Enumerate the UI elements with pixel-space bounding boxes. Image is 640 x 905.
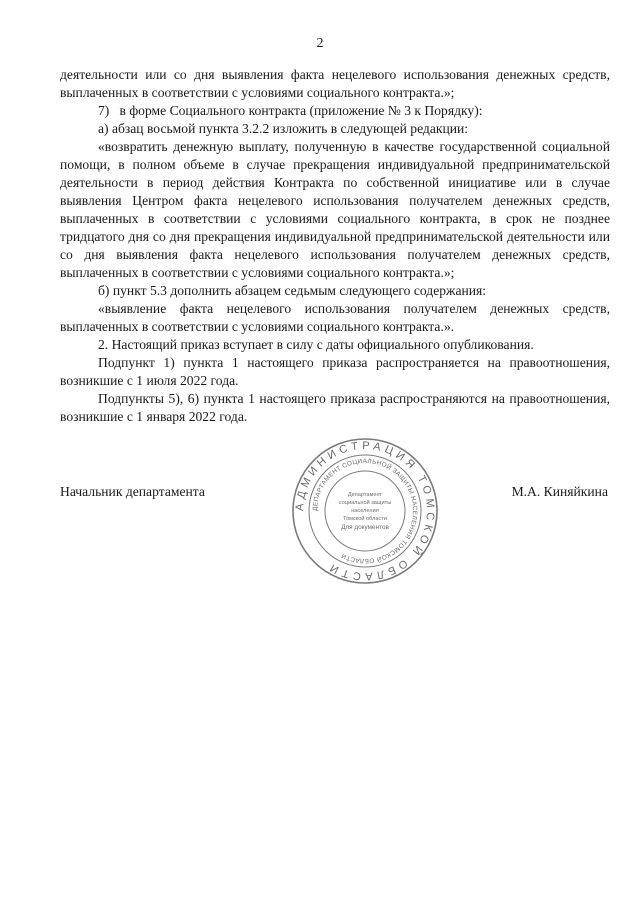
official-stamp [290, 436, 440, 586]
document-body [60, 66, 610, 426]
stamp-center-line: социальной защиты [338, 500, 392, 506]
page-number: 2 [316, 36, 324, 51]
paragraph: а) абзац восьмой пункта 3.2.2 изложить в следующей редакции: [98, 121, 469, 136]
paragraph: «возвратить денежную выплату, полученную в качестве государственной социальной помощи, в полном объеме в случае прекращения индивидуальной предпринимательской деятельности в период действия Контракта по собственной инициативе или в случае выявления Центром факта нецелевого использования получателем денежных средств, выплаченных в соответствии с условиями социального контракта, в срок не позднее тридцатого дня со дня прекращения индивидуальной предпринимательской деятельности или со дня выявления факта нецелевого использования получателем денежных средств, выплаченных в соответствии с условиями социального контракта.»; [60, 139, 610, 280]
paragraph: «выявление факта нецелевого использования получателем денежных средств, выплаченных в соответствии с условиями социального контракта.». [60, 301, 610, 334]
paragraph: Подпункт 1) пункта 1 настоящего приказа распространяется на правоотношения, возникшие с 1 июля 2022 года. [60, 355, 610, 388]
stamp-inner-text: ДЕПАРТАМЕНТ СОЦИАЛЬНОЙ ЗАЩИТЫ НАСЕЛЕНИЯ ТОМСКОЙ ОБЛАСТИ [311, 457, 419, 565]
stamp-center-line: Департамент [347, 492, 383, 498]
paragraph: 2. Настоящий приказ вступает в силу с даты официального опубликования. [98, 337, 534, 352]
signatory-position: Начальник департамента [60, 484, 205, 499]
paragraph: Подпункты 5), 6) пункта 1 настоящего приказа распространяются на правоотношения, возникшие с 1 января 2022 года. [60, 391, 610, 424]
stamp-center-line: населения [351, 508, 379, 514]
paragraph: 7) в форме Социального контракта (приложение № 3 к Порядку): [98, 103, 483, 118]
paragraph: деятельности или со дня выявления факта нецелевого использования денежных средств, выплаченных в соответствии с условиями социального контракта.»; [60, 67, 610, 100]
stamp-center-line: Томской области [343, 516, 387, 522]
stamp-center-line: Для документов [341, 524, 389, 531]
signatory-name: М.А. Киняйкина [511, 484, 608, 499]
stamp-outer-text: АДМИНИСТРАЦИЯ ТОМСКОЙ ОБЛАСТИ [293, 439, 437, 583]
paragraph: б) пункт 5.3 дополнить абзацем седьмым следующего содержания: [98, 283, 487, 298]
